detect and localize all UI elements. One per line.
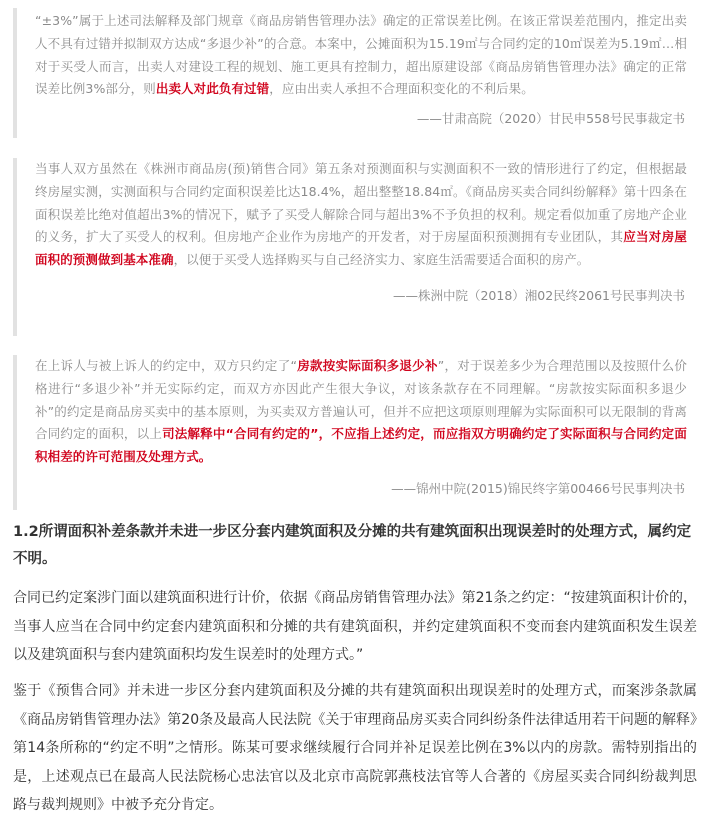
body-paragraph: 鉴于《预售合同》并未进一步区分套内建筑面积及分摊的共有建筑面积出现误差时的处理方式，而案涉条款属《商品房销售管理办法》第20条及最高人民法院《关于审理商品房买卖合同纠纷条件法律适用若干问题的解释》第14条所称的“约定不明”之情形。陈某可要求继续履行合同并补足误差比例在3%以内的房款。需特别指出的是，上述观点已在最高人民法院杨心忠法官以及北京市高院郭燕枝法官等人合著的《房屋买卖合同纠纷裁判思路与裁判规则》中被予充分肯定。 bbox=[13, 683, 697, 813]
quote-highlight: 司法解释中“合同有约定的”，不应指上述约定，而应指双方明确约定了实际面积与合同约定面积相差的许可范围及处理方式。 bbox=[35, 426, 687, 465]
case-quote-block bbox=[13, 158, 697, 336]
quote-text-segment: 当事人双方虽然在《株洲市商品房(预)销售合同》第五条对预测面积与实测面积不一致的情形进行了约定，但根据最终房屋实测，实测面积与合同约定面积误差比达18.4%，超出整整18.84㎡。《商品房买卖合同纠纷解释》第十四条在面积误差比绝对值超出3%的情况下，赋予了买受人解除合同与超出3%不予负担的权利。规定看似加重了房地产企业的义务，扩大了买受人的权利。但房地产企业作为房地产的开发者，对于房屋面积预测拥有专业团队，其 bbox=[35, 161, 687, 245]
quote-text-segment: ”，对于误差多少为合理范围以及按照什么价格进行“多退少补”并无实际约定，而双方亦因此产生很大争议，对该条款存在不同理解。“房款按实际面积多退少补”的约定是商品房买卖中的基本原则，为买卖双方普遍认可，但并不应把这项原则理解为实际面积可以无限制的背离合同约定的面积，以上 bbox=[35, 358, 687, 442]
quote-text bbox=[35, 355, 687, 469]
quote-text bbox=[35, 158, 687, 272]
quote-source: ——甘肃高院（2020）甘民申558号民事裁定书 bbox=[416, 111, 685, 127]
quote-highlight: 应当对房屋面积的预测做到基本准确 bbox=[35, 229, 687, 268]
case-quote-block bbox=[13, 355, 697, 510]
quote-highlight: 出卖人对此负有过错 bbox=[155, 81, 270, 97]
quote-source: ——株洲中院（2018）湘02民终2061号民事判决书 bbox=[392, 287, 685, 303]
quote-text bbox=[35, 8, 687, 101]
quote-text-segment: 在上诉人与被上诉人的约定中，双方只约定了“ bbox=[35, 358, 298, 373]
section-heading: 1.2所谓面积补差条款并未进一步区分套内建筑面积及分摊的共有建筑面积出现误差时的处理方式，属约定不明。 bbox=[13, 524, 692, 567]
case-quote-block bbox=[13, 8, 697, 138]
quote-source: ——锦州中院(2015)锦民终字第00466号民事判决书 bbox=[391, 480, 685, 496]
body-paragraph: 合同已约定案涉门面以建筑面积进行计价，依据《商品房销售管理办法》第21条之约定：“按建筑面积计价的，当事人应当在合同中约定套内建筑面积和分摊的共有建筑面积，并约定建筑面积不变而套内建筑面积发生误差以及建筑面积与套内建筑面积均发生误差时的处理方式。” bbox=[13, 590, 697, 663]
quote-highlight: 房款按实际面积多退少补 bbox=[297, 358, 438, 373]
quote-text-segment: ，应由出卖人承担不合理面积变化的不利后果。 bbox=[269, 81, 534, 97]
quote-text-segment: ，以便于买受人选择购买与自己经济实力、家庭生活需要适合面积的房产。 bbox=[173, 252, 590, 268]
quote-text-segment: “±3%”属于上述司法解释及部门规章《商品房销售管理办法》确定的正常误差比例。在该正常误差范围内，推定出卖人不具有过错并拟制双方达成“多退少补”的合意。本案中，公摊面积为15.19㎡与合同约定的10㎡误差为5.19㎡…相对于买受人而言，出卖人对建设工程的规划、施工更具有控制力，超出原建设部《商品房销售管理办法》确定的正常误差比例3%部分，则 bbox=[35, 13, 687, 97]
